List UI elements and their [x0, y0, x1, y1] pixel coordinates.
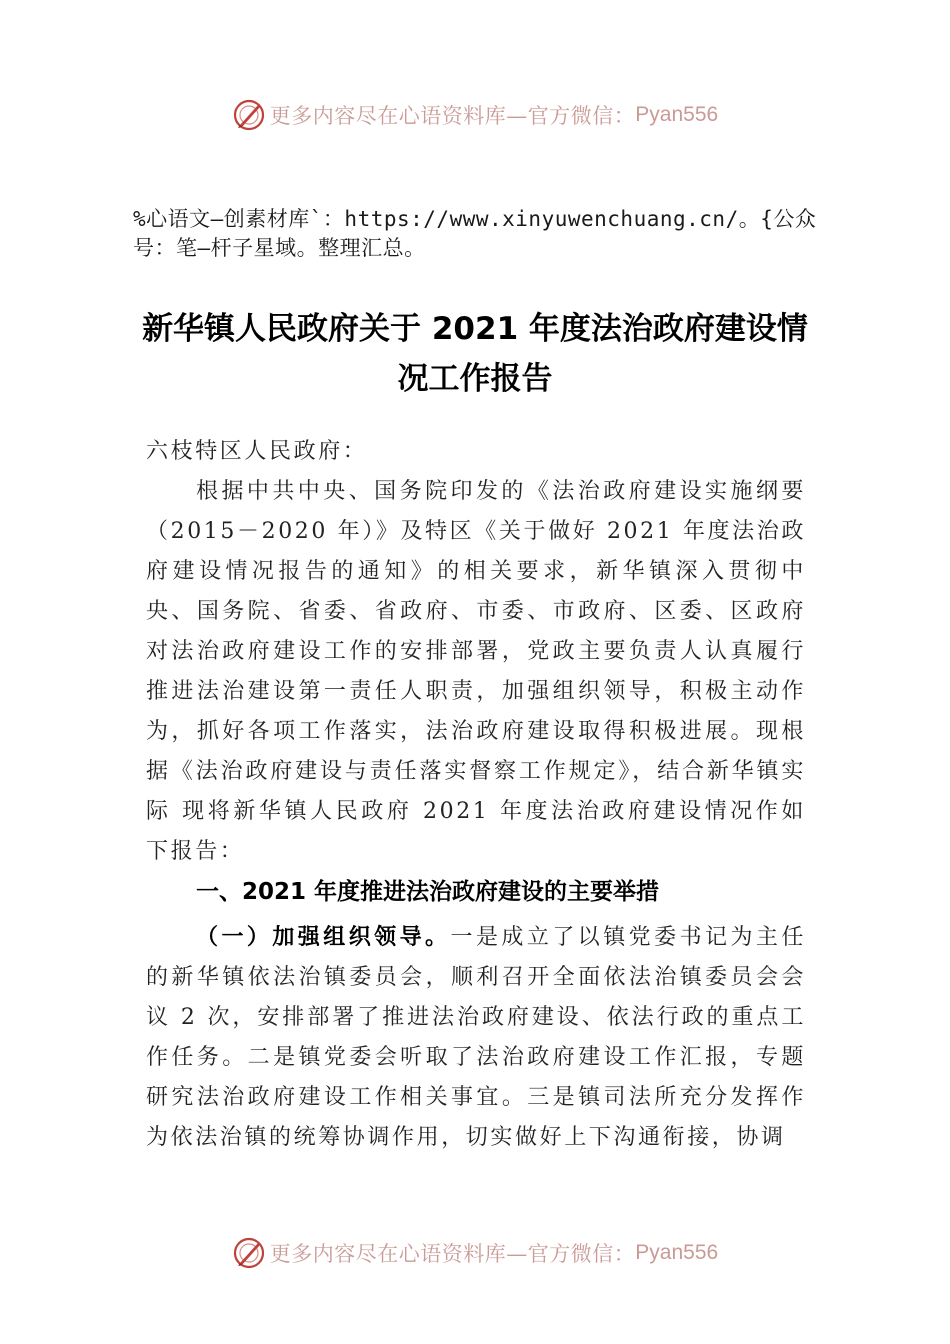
salutation: 六枝特区人民政府： [146, 439, 368, 464]
subsection-paragraph [146, 918, 806, 1158]
footer-watermark [0, 1233, 950, 1273]
pen-logo-icon [232, 98, 266, 132]
watermark-wechat-id: Pyan556 [635, 1241, 719, 1264]
subsection-lead: （一）加强组织领导。 [196, 925, 451, 950]
watermark-text: 更多内容尽在心语资料库—官方微信： [269, 104, 636, 128]
intro-paragraph: 根据中共中央、国务院印发的《法治政府建设实施纲要（2015－2020 年）》及特区《关于做好 2021 年度法治政府建设情况报告的通知》的相关要求，新华镇深入贯彻中央、国务院、省委、省政府、市委、市政府、区委、区政府对法治政府建设工作的安排部署，党政主要负责人认真履行推进法治建设第一责任人职责，加强组织领导，积极主动作为，抓好各项工作落实，法治政府建设取得积极进展。现根据《法治政府建设与责任落实督察工作规定》，结合新华镇实际 现将新华镇人民政府 2021 年度法治政府建设情况作如下报告： [146, 479, 806, 864]
header-watermark [0, 95, 950, 135]
source-note: %心语文—创素材库`：https://www.xinyuwenchuang.cn/。{公众号：笔—杆子星域。整理汇总。 [133, 207, 817, 260]
watermark-wechat-id: Pyan556 [635, 103, 719, 126]
watermark-text: 更多内容尽在心语资料库—官方微信： [269, 1242, 636, 1266]
pen-logo-icon [232, 1236, 266, 1270]
subsection-text: 一是成立了以镇党委书记为主任的新华镇依法治镇委员会，顺利召开全面依法治镇委员会会议 2 次，安排部署了推进法治政府建设、依法行政的重点工作任务。二是镇党委会听取了法治政府建设工作汇报，专题研究法治政府建设工作相关事宜。三是镇司法所充分发挥作为依法治镇的统筹协调作用，切实做好上下沟通衔接，协调 [146, 925, 806, 1150]
section-heading: 一、2021 年度推进法治政府建设的主要举措 [196, 879, 660, 905]
document-title: 新华镇人民政府关于 2021 年度法治政府建设情况工作报告 [142, 311, 808, 397]
